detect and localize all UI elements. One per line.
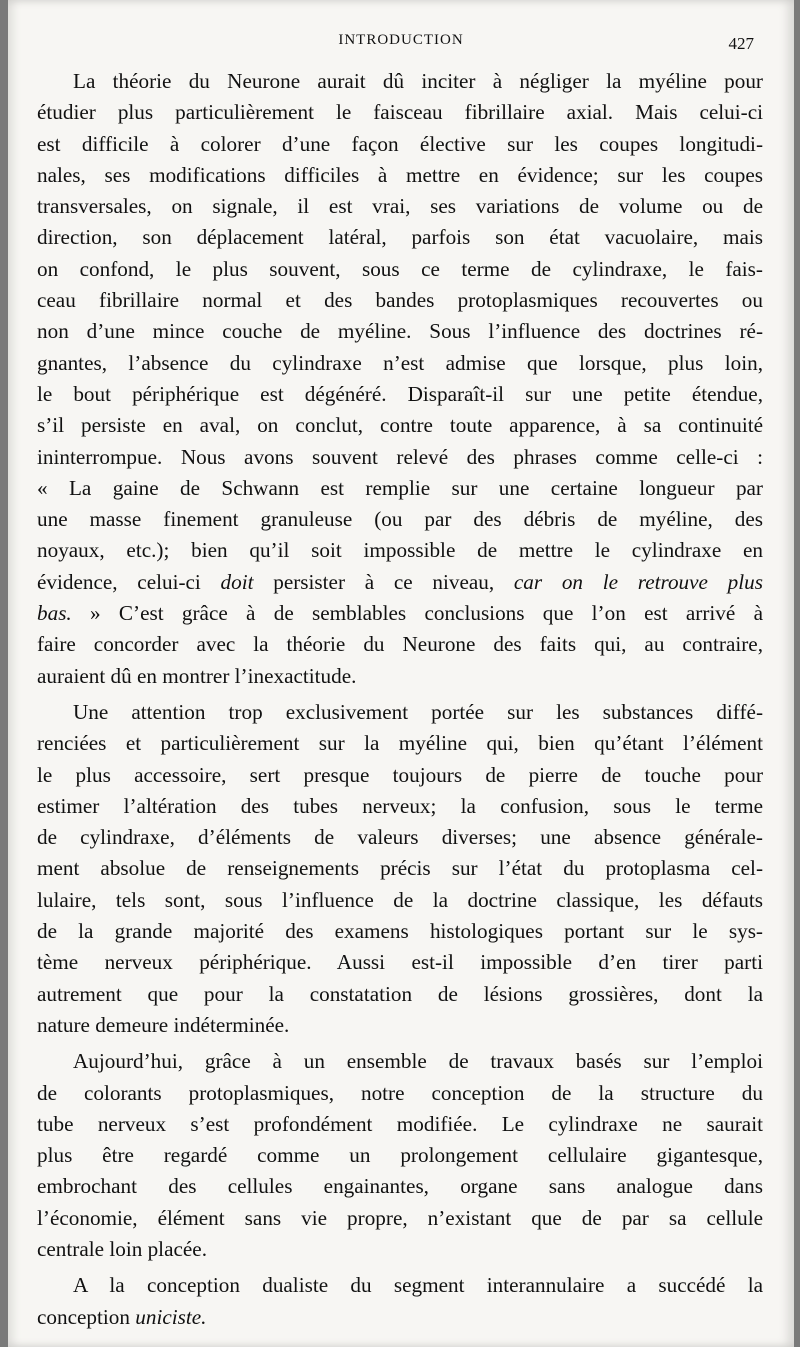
paragraph-2 bbox=[37, 697, 763, 1041]
text-line: Une attention trop exclusivement portée sur les substances diffé- bbox=[73, 699, 763, 724]
text-line: nature demeure indéterminée. bbox=[37, 1012, 290, 1037]
text-line: transversales, on signale, il est vrai, ses variations de volume ou de bbox=[37, 194, 763, 219]
text-line: tème nerveux périphérique. Aussi est-il impossible d’en tirer parti bbox=[37, 950, 763, 975]
text-line: le bout périphérique est dégénéré. Disparaît-il sur une petite étendue, bbox=[37, 381, 763, 406]
running-title: INTRODUCTION bbox=[338, 32, 464, 48]
paragraph-1 bbox=[37, 66, 763, 692]
text-line: faire concorder avec la théorie du Neurone des faits qui, au contraire, bbox=[37, 632, 763, 657]
italic-run: car on le retrouve plus bbox=[513, 569, 763, 594]
text-line: ment absolue de renseignements précis sur l’état du protoplasma cel- bbox=[37, 856, 763, 881]
text-line: non d’une mince couche de myéline. Sous l’influence des doctrines ré- bbox=[37, 319, 763, 344]
book-page bbox=[8, 0, 794, 1347]
text-line: autrement que pour la constatation de lésions grossières, dont la bbox=[37, 981, 763, 1006]
text-run: » C’est grâce à de semblables conclusions que l’on est arrivé à bbox=[71, 601, 763, 626]
text-run: évidence, celui-ci bbox=[37, 569, 221, 594]
page-number: 427 bbox=[728, 34, 754, 53]
italic-run: doit bbox=[220, 569, 254, 594]
text-line: le plus accessoire, sert presque toujours de pierre de touche pour bbox=[37, 762, 763, 787]
text-line: plus être regardé comme un prolongement cellulaire gigantesque, bbox=[37, 1143, 763, 1168]
page-body bbox=[37, 66, 763, 1338]
text-run: persister à ce niveau, bbox=[253, 569, 514, 594]
text-line: ceau fibrillaire normal et des bandes protoplasmiques recouvertes ou bbox=[37, 288, 763, 313]
text-line: embrochant des cellules engainantes, organe sans analogue dans bbox=[37, 1174, 763, 1199]
text-line: auraient dû en montrer l’inexactitude. bbox=[37, 663, 357, 688]
text-line: nales, ses modifications difficiles à mettre en évidence; sur les coupes bbox=[37, 162, 763, 187]
text-line: lulaire, tels sont, sous l’influence de la doctrine classique, les défauts bbox=[37, 887, 763, 912]
text-line-mixed bbox=[37, 598, 763, 629]
text-line: étudier plus particulièrement le faisceau fibrillaire axial. Mais celui-ci bbox=[37, 100, 763, 125]
paragraph-4 bbox=[37, 1270, 763, 1333]
text-line: A la conception dualiste du segment interannulaire a succédé la bbox=[73, 1273, 763, 1298]
text-line: La théorie du Neurone aurait dû inciter à négliger la myéline pour bbox=[73, 69, 763, 93]
paragraph-3 bbox=[37, 1046, 763, 1265]
text-run: conception bbox=[37, 1304, 136, 1329]
text-line: s’il persiste en aval, on conclut, contre toute apparence, à sa continuité bbox=[37, 413, 763, 438]
text-line: renciées et particulièrement sur la myéline qui, bien qu’étant l’élément bbox=[37, 731, 763, 756]
text-line: de la grande majorité des examens histologiques portant sur le sys- bbox=[37, 919, 763, 944]
page-header bbox=[8, 24, 794, 54]
text-line: gnantes, l’absence du cylindraxe n’est admise que lorsque, plus loin, bbox=[37, 350, 763, 375]
text-line: direction, son déplacement latéral, parfois son état vacuolaire, mais bbox=[37, 225, 763, 250]
text-line-mixed bbox=[37, 1302, 763, 1333]
text-line: l’économie, élément sans vie propre, n’existant que de par sa cellule bbox=[37, 1205, 763, 1230]
text-line: on confond, le plus souvent, sous ce terme de cylindraxe, le fais- bbox=[37, 256, 763, 281]
text-line: tube nerveux s’est profondément modifiée. Le cylindraxe ne saurait bbox=[37, 1111, 763, 1136]
text-line: « La gaine de Schwann est remplie sur une certaine longueur par bbox=[37, 475, 763, 500]
text-line: ininterrompue. Nous avons souvent relevé des phrases comme celle-ci : bbox=[37, 444, 763, 469]
text-line: estimer l’altération des tubes nerveux; la confusion, sous le terme bbox=[37, 793, 763, 818]
text-line: est difficile à colorer d’une façon élective sur les coupes longitudi- bbox=[37, 131, 763, 156]
italic-run: uniciste. bbox=[135, 1304, 207, 1329]
italic-run: bas. bbox=[37, 601, 72, 626]
text-line: de cylindraxe, d’éléments de valeurs diverses; une absence générale- bbox=[37, 825, 763, 850]
text-line: une masse finement granuleuse (ou par des débris de myéline, des bbox=[37, 507, 763, 532]
text-line: noyaux, etc.); bien qu’il soit impossible de mettre le cylindraxe en bbox=[37, 538, 763, 563]
text-line: de colorants protoplasmiques, notre conception de la structure du bbox=[37, 1080, 763, 1105]
text-line: Aujourd’hui, grâce à un ensemble de travaux basés sur l’emploi bbox=[73, 1049, 763, 1074]
text-line: centrale loin placée. bbox=[37, 1236, 207, 1261]
text-line-mixed bbox=[37, 567, 763, 598]
